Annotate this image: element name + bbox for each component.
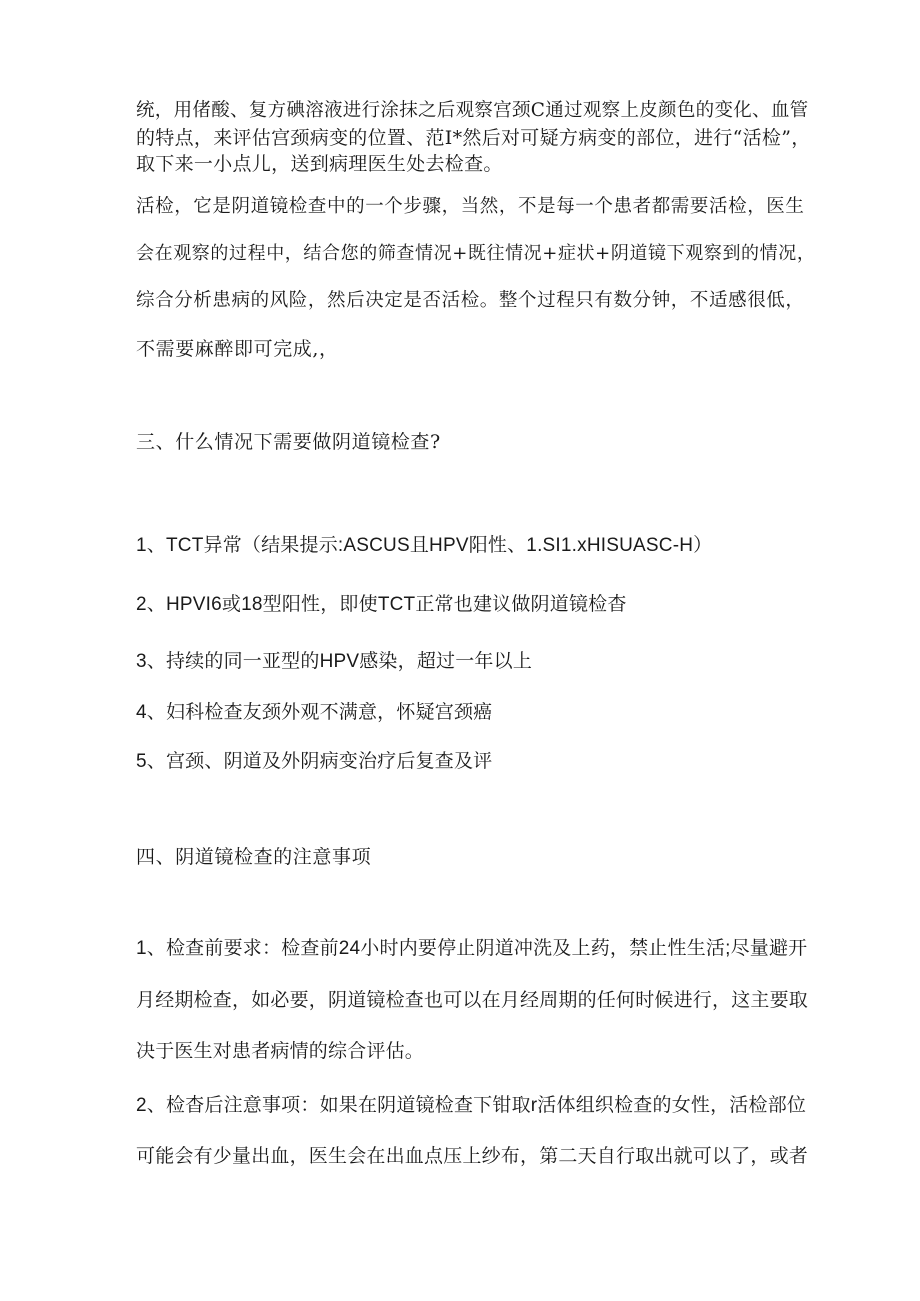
list-item: 5、宫颈、阴道及外阴病变治疗后复查及评	[136, 751, 493, 772]
text-line: 活检，它是阴道镜检查中的一个步骤，当然，不是每一个患者都需要活检，医生	[136, 196, 805, 217]
text-line: 可能会有少量出血，医生会在出血点压上纱布，第二天自行取出就可以了，或者	[136, 1146, 809, 1167]
text-line: 统，用偖酸、复方碘溶液进行涂抹之后观察宫颈C通过观察上皮颜色的变化、血管	[136, 100, 809, 121]
list-item: 4、妇科检查友颈外观不满意，怀疑宫颈癌	[136, 702, 493, 723]
list-item: 2、HPVI6或18型阳性，即使TCT正常也建议做阴道镜检杳	[136, 594, 627, 615]
text-line: 会在观察的过程中，结合您的筛查情况+既往情况+症状+阴道镜下观察到的情况，	[136, 243, 816, 264]
text-line: 1、检查前要求：检查前24小时内要停止阴道冲洗及上药，禁止性生活;尽量避开	[136, 938, 808, 959]
text-line: 的特点，来评估宫颈病变的位置、范I*然后对可疑方病变的部位，进行“活检”，	[136, 127, 811, 149]
text-line: 取下来一小点儿，送到病理医生处去检查。	[136, 153, 503, 175]
section-heading-three: 三、什么情况下需要做阴道镜检查?	[136, 431, 441, 453]
text-line: 不需要麻醉即可完成,，	[136, 338, 339, 360]
text-line: 月经期检查，如必要，阴道镜检查也可以在月经周期的任何时候进行，这主要取	[136, 990, 809, 1011]
text-line: 决于医生对患者病情的综合评估。	[136, 1041, 425, 1062]
text-line: 2、检杳后注意事项：如果在阴道镜检查下钳取r活体组织检查的女性，活检部位	[136, 1095, 807, 1116]
list-item: 3、持续的同一亚型的HPV感染，超过一年以上	[136, 651, 533, 672]
text-line: 综合分析患病的风险，然后决定是否活检。整个过程只有数分钟，不适感很低，	[136, 290, 805, 311]
section-heading-four: 四、阴道镜检查的注意事项	[136, 846, 372, 868]
list-item: 1、TCT异常（结果提示:ASCUS且HPV阳性、1.SI1.xHISUASC-H）	[136, 535, 713, 556]
